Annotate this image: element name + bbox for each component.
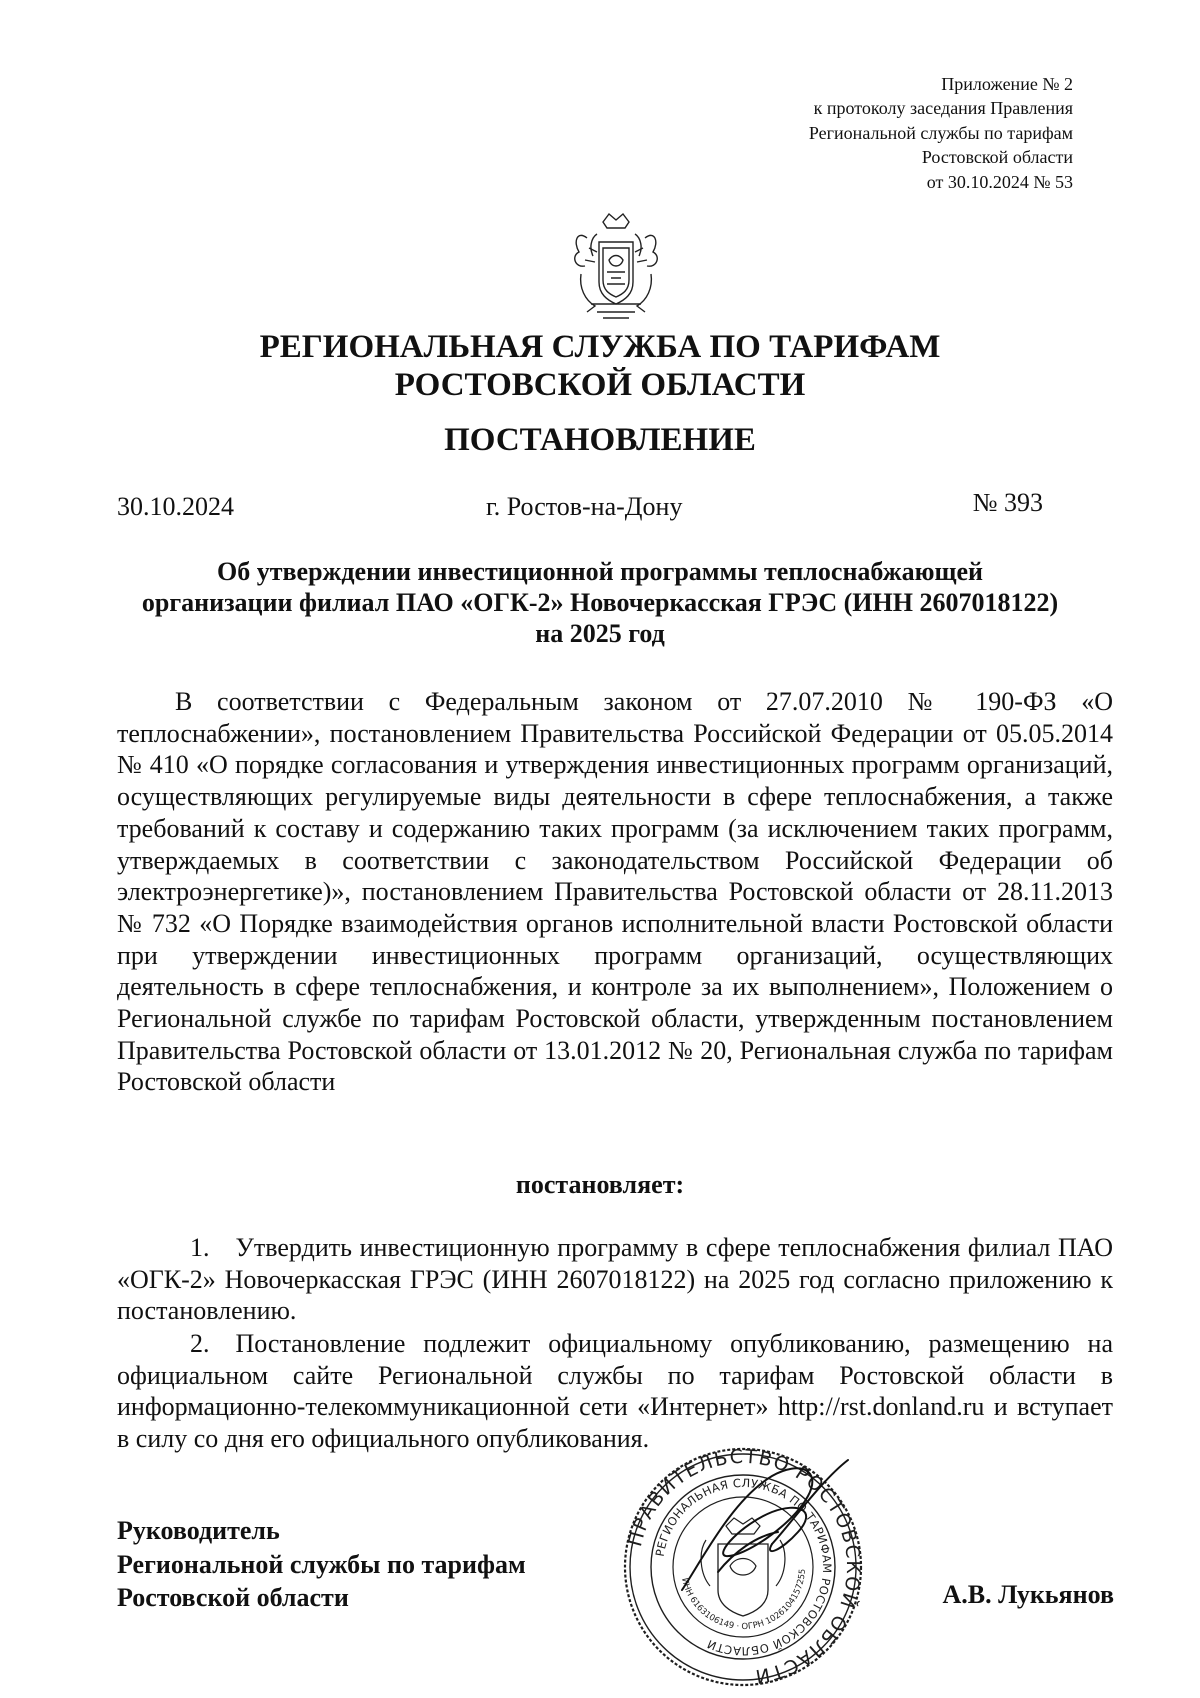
- appendix-line: Приложение № 2: [941, 74, 1073, 94]
- signer-name: А.В. Лукьянов: [942, 1580, 1114, 1609]
- coat-of-arms-icon: [567, 208, 665, 326]
- subject-line: организации филиал ПАО «ОГК-2» Новочеркасская ГРЭС (ИНН 2607018122): [141, 588, 1059, 617]
- signer-position-line: Руководитель: [117, 1516, 280, 1545]
- appendix-line: к протоколу заседания Правления: [813, 98, 1073, 119]
- signer-position: [117, 1514, 526, 1615]
- appendix-line: Региональной службы по тарифам: [808, 122, 1073, 143]
- document-city: г. Ростов-на-Дону: [486, 492, 683, 521]
- resolution-item-1: 1. Утвердить инвестиционную программу в сфере теплоснабжения филиал ПАО «ОГК-2» Новочеркасская ГРЭС (ИНН 2607018122) на 2025 год согласно приложению к постановлению.: [117, 1233, 1113, 1326]
- organization-line: РЕГИОНАЛЬНАЯ СЛУЖБА ПО ТАРИФАМ: [259, 329, 941, 365]
- document-number: № 393: [972, 488, 1043, 517]
- organization-line: РОСТОВСКОЙ ОБЛАСТИ: [394, 367, 806, 403]
- subject-line: на 2025 год: [535, 619, 665, 648]
- seal-inner-text: РЕГИОНАЛЬНАЯ СЛУЖБА ПО ТАРИФАМ РОСТОВСКОЙ ОБЛАСТИ: [652, 1475, 835, 1659]
- resolves-heading: постановляет:: [515, 1170, 685, 1199]
- seal-codes-text: ИНН 6163106149 · ОГРН 1026104157255: [679, 1568, 809, 1633]
- official-seal-icon: [622, 1440, 864, 1694]
- signer-position-line: Региональной службы по тарифам: [117, 1549, 526, 1579]
- svg-text:ИНН 6163106149 · ОГРН 10261041: [679, 1568, 808, 1632]
- appendix-line: от 30.10.2024 № 53: [926, 171, 1073, 192]
- seal-outer-text: ПРАВИТЕЛЬСТВО РОСТОВСКОЙ ОБЛАСТИ: [624, 1445, 864, 1688]
- resolution-item-2: 2. Постановление подлежит официальному опубликованию, размещению на официальном сайте Региональной службы по тарифам Ростовской области в информационно-телекоммуникационной сети «Интернет» http://rst.donland.ru и вступает в силу со дня его официального опубликования.: [117, 1329, 1113, 1454]
- organization-title: [0, 328, 1200, 404]
- appendix-line: Ростовской области: [921, 147, 1073, 168]
- subject-line: Об утверждении инвестиционной программы теплоснабжающей: [217, 557, 983, 586]
- document-subject: [0, 556, 1200, 649]
- appendix-header: [653, 72, 1073, 194]
- signer-position-line: Ростовской области: [117, 1583, 349, 1612]
- document-type: ПОСТАНОВЛЕНИЕ: [444, 422, 756, 458]
- document-date: 30.10.2024: [117, 492, 234, 521]
- preamble-paragraph: В соответствии с Федеральным законом от 27.07.2010 № 190-ФЗ «О теплоснабжении», постановлением Правительства Российской Федерации от 05.05.2014 № 410 «О порядке согласования и утверждения инвестиционных программ организаций, осуществляющих регулируемые виды деятельности в сфере теплоснабжения, а также требований к составу и содержанию таких программ (за исключением таких программ, утверждаемых в соответствии с законодательством Российской Федерации об электроэнергетике)», постановлением Правительства Ростовской области от 28.11.2013 № 732 «О Порядке взаимодействия органов исполнительной власти Ростовской области при утверждении инвестиционных программ организаций, осуществляющих деятельность в сфере теплоснабжения, и контроле за их выполнением», Положением о Региональной службе по тарифам Ростовской области, утвержденным постановлением Правительства Ростовской области от 13.01.2012 № 20, Региональная служба по тарифам Ростовской области: [117, 687, 1113, 1097]
